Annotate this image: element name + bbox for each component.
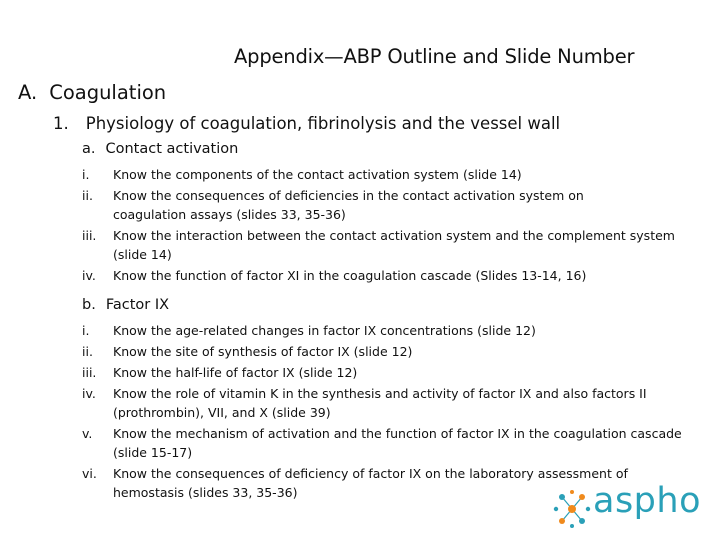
item-text: Know the components of the contact activation system (slide 14): [113, 167, 522, 182]
section-label: Coagulation: [49, 81, 167, 104]
list-item: [82, 265, 682, 286]
roman-numeral: ii.: [82, 344, 93, 359]
roman-numeral: iii.: [82, 228, 97, 243]
item-text: Know the consequences of deficiency of factor IX on the laboratory assessment of hemostasis (slides 33, 35-36): [113, 466, 628, 500]
section-heading: [18, 81, 166, 104]
group-label: Contact activation: [105, 141, 239, 157]
roman-numeral: iii.: [82, 365, 97, 380]
group-label: Factor IX: [105, 297, 170, 313]
item-text: Know the mechanism of activation and the function of factor IX in the coagulation cascade (slide 15-17): [113, 426, 682, 460]
item-text: Know the half-life of factor IX (slide 12): [113, 365, 358, 380]
group-letter: a.: [82, 141, 96, 157]
item-text: Know the consequences of deficiencies in the contact activation system on coagulation assays (slides 33, 35-36): [113, 188, 584, 222]
list-item: [82, 185, 633, 225]
group-heading-contact-activation: [82, 141, 238, 157]
subsection-label: Physiology of coagulation, fibrinolysis and the vessel wall: [85, 114, 561, 133]
molecule-icon: [552, 489, 592, 529]
group-heading-factor-ix: [82, 297, 169, 313]
roman-numeral: v.: [82, 426, 93, 441]
list-item: [82, 383, 695, 423]
item-text: Know the role of vitamin K in the synthesis and activity of factor IX and also factors II (prothrombin), VII, and X (slide 39): [113, 386, 647, 420]
subsection-heading: [53, 114, 560, 133]
section-letter: A.: [18, 81, 38, 104]
item-text: Know the function of factor XI in the coagulation cascade (Slides 13-14, 16): [113, 268, 587, 283]
roman-numeral: iv.: [82, 268, 96, 283]
list-item: [82, 320, 682, 341]
roman-numeral: i.: [82, 323, 90, 338]
slide-title: Appendix—ABP Outline and Slide Number: [234, 45, 635, 68]
roman-numeral: vi.: [82, 466, 97, 481]
item-text: Know the age-related changes in factor IX concentrations (slide 12): [113, 323, 536, 338]
logo-text: aspho: [593, 481, 701, 521]
item-text: Know the site of synthesis of factor IX (slide 12): [113, 344, 413, 359]
roman-numeral: i.: [82, 167, 90, 182]
list-item: [82, 164, 682, 185]
subsection-number: 1.: [53, 114, 69, 133]
group-items-contact-activation: [82, 164, 682, 286]
list-item: [82, 341, 682, 362]
group-items-factor-ix: [82, 320, 682, 503]
roman-numeral: ii.: [82, 188, 93, 203]
roman-numeral: iv.: [82, 386, 96, 401]
list-item: [82, 423, 683, 463]
list-item: [82, 362, 682, 383]
item-text: Know the interaction between the contact activation system and the complement system (slide 14): [113, 228, 675, 262]
group-letter: b.: [82, 297, 96, 313]
aspho-logo: [552, 481, 712, 531]
list-item: [82, 225, 678, 265]
